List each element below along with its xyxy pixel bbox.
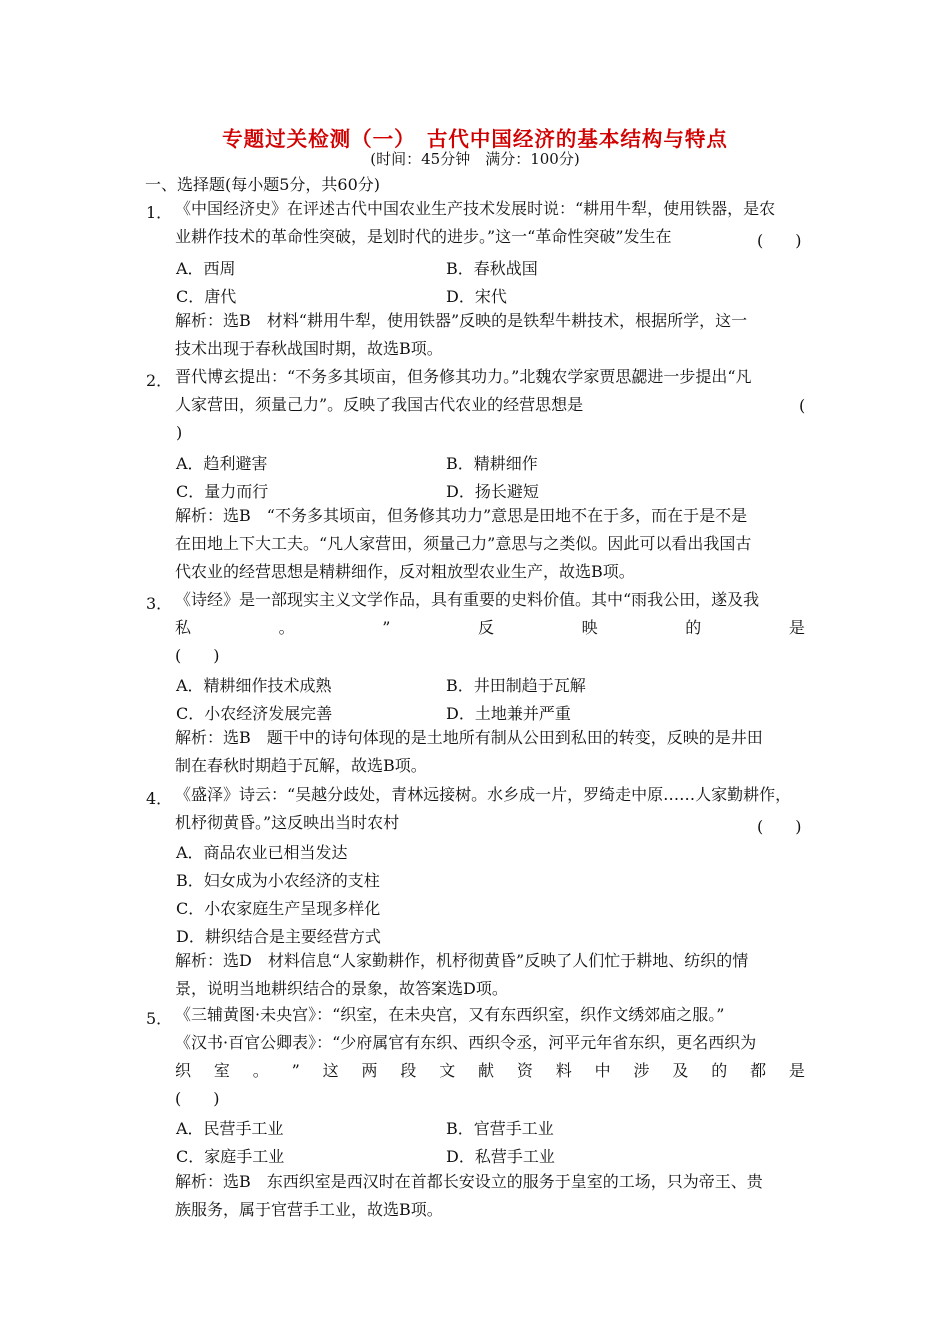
section-heading: 一、选择题(每小题5分，共60分) bbox=[145, 175, 381, 194]
explanation-line: 族服务，属于官营手工业，故选B项。 bbox=[175, 1200, 443, 1219]
question-text-line: 《汉书·百官公卿表》：“少府属官有东织、西织令丞，河平元年省东织，更名西织为 bbox=[175, 1033, 757, 1052]
text-char: 织 bbox=[175, 1061, 192, 1080]
question-number: 1． bbox=[146, 203, 173, 222]
question-text-line-justified bbox=[175, 617, 805, 639]
text-char: 室 bbox=[213, 1061, 230, 1080]
question-text-line-justified bbox=[175, 1060, 805, 1082]
explanation-line: 制在春秋时期趋于瓦解，故选B项。 bbox=[175, 756, 427, 775]
option-a: A．商品农业已相当发达 bbox=[176, 843, 348, 862]
explanation-line: 解析：选B “不务多其顷亩，但务修其功力”意思是田地不在于多，而在于是不是 bbox=[175, 506, 748, 525]
question-text-line: 晋代博玄提出：“不务多其顷亩，但务修其功力。”北魏农学家贾思勰进一步提出“凡 bbox=[175, 367, 752, 386]
answer-parentheses: ( ) bbox=[757, 231, 802, 250]
text-char: 及 bbox=[672, 1061, 689, 1080]
text-char: 料 bbox=[555, 1061, 572, 1080]
question-text-line: 《三辅黄图·未央宫》：“织室，在未央宫，又有东西织室，织作文绣郊庙之服。” bbox=[175, 1005, 725, 1024]
text-char: 。 bbox=[278, 618, 295, 637]
text-char: 段 bbox=[400, 1061, 417, 1080]
option-a: A．民营手工业 bbox=[176, 1119, 284, 1138]
explanation-line: 在田地上下大工夫。“凡人家营田，须量己力”意思与之类似。因此可以看出我国古 bbox=[175, 534, 752, 553]
answer-parentheses-close: ) bbox=[176, 423, 183, 442]
option-b: B．妇女成为小农经济的支柱 bbox=[176, 871, 380, 890]
text-char: 两 bbox=[361, 1061, 378, 1080]
option-a: A．精耕细作技术成熟 bbox=[176, 676, 332, 695]
question-number: 5． bbox=[146, 1009, 173, 1028]
question-text-line: 《中国经济史》在评述古代中国农业生产技术发展时说：“耕用牛犁，使用铁器，是农 bbox=[175, 199, 776, 218]
option-c: C．量力而行 bbox=[176, 482, 269, 501]
text-char: 涉 bbox=[633, 1061, 650, 1080]
question-text-line: 《诗经》是一部现实主义文学作品，具有重要的史料价值。其中“雨我公田，遂及我 bbox=[175, 590, 760, 609]
answer-parentheses-open: ( bbox=[799, 396, 806, 415]
text-char: 中 bbox=[594, 1061, 611, 1080]
explanation-line: 代农业的经营思想是精耕细作，反对粗放型农业生产，故选B项。 bbox=[175, 562, 635, 581]
text-char: 献 bbox=[478, 1061, 495, 1080]
option-b: B．井田制趋于瓦解 bbox=[446, 676, 586, 695]
question-number: 2． bbox=[146, 371, 173, 390]
option-c: C．家庭手工业 bbox=[176, 1147, 285, 1166]
option-c: C．唐代 bbox=[176, 287, 237, 306]
explanation-line: 景，说明当地耕织结合的景象，故答案选D项。 bbox=[175, 979, 508, 998]
text-char: 是 bbox=[788, 1061, 805, 1080]
text-char: 。 bbox=[252, 1061, 269, 1080]
answer-parentheses: ( ) bbox=[175, 646, 220, 665]
option-b: B．春秋战国 bbox=[446, 259, 538, 278]
option-d: D．宋代 bbox=[446, 287, 507, 306]
text-char: 私 bbox=[175, 618, 192, 637]
question-text-line: 机杼彻黄昏。”这反映出当时农村 bbox=[175, 813, 400, 832]
option-a: A．西周 bbox=[176, 259, 236, 278]
document-title: 专题过关检测（一） 古代中国经济的基本结构与特点 bbox=[222, 127, 728, 151]
question-number: 4． bbox=[146, 789, 173, 808]
text-char: 的 bbox=[711, 1061, 728, 1080]
explanation-line: 解析：选B 材料“耕用牛犁，使用铁器”反映的是铁犁牛耕技术，根据所学，这一 bbox=[175, 311, 748, 330]
explanation-line: 解析：选B 题干中的诗句体现的是土地所有制从公田到私田的转变，反映的是井田 bbox=[175, 728, 763, 747]
answer-parentheses: ( ) bbox=[757, 817, 802, 836]
text-char: 是 bbox=[788, 618, 805, 637]
text-char: 都 bbox=[750, 1061, 767, 1080]
text-char: 反 bbox=[478, 618, 495, 637]
answer-parentheses: ( ) bbox=[175, 1089, 220, 1108]
text-char: ” bbox=[382, 618, 391, 637]
option-c: C．小农家庭生产呈现多样化 bbox=[176, 899, 381, 918]
option-a: A．趋利避害 bbox=[176, 454, 268, 473]
option-d: D．土地兼并严重 bbox=[446, 704, 571, 723]
option-d: D．耕织结合是主要经营方式 bbox=[176, 927, 381, 946]
question-text-line: 人家营田，须量己力”。反映了我国古代农业的经营思想是 bbox=[175, 395, 584, 414]
text-char: 文 bbox=[439, 1061, 456, 1080]
question-number: 3． bbox=[146, 594, 173, 613]
option-d: D．私营手工业 bbox=[446, 1147, 555, 1166]
option-b: B．精耕细作 bbox=[446, 454, 538, 473]
explanation-line: 技术出现于春秋战国时期，故选B项。 bbox=[175, 339, 443, 358]
explanation-line: 解析：选D 材料信息“人家勤耕作，机杼彻黄昏”反映了人们忙于耕地、纺织的情 bbox=[175, 951, 749, 970]
option-b: B．官营手工业 bbox=[446, 1119, 554, 1138]
document-subtitle: (时间：45分钟 满分：100分) bbox=[370, 150, 580, 168]
text-char: ” bbox=[291, 1061, 300, 1080]
question-text-line: 业耕作技术的革命性突破，是划时代的进步。”这一“革命性突破”发生在 bbox=[175, 227, 672, 246]
text-char: 映 bbox=[581, 618, 598, 637]
explanation-line: 解析：选B 东西织室是西汉时在首都长安设立的服务于皇室的工场，只为帝王、贵 bbox=[175, 1172, 763, 1191]
option-c: C．小农经济发展完善 bbox=[176, 704, 333, 723]
text-char: 的 bbox=[685, 618, 702, 637]
text-char: 这 bbox=[322, 1061, 339, 1080]
question-text-line: 《盛泽》诗云：“吴越分歧处，青林远接树。水乡成一片，罗绮走中原……人家勤耕作， bbox=[175, 785, 792, 804]
option-d: D．扬长避短 bbox=[446, 482, 539, 501]
text-char: 资 bbox=[516, 1061, 533, 1080]
